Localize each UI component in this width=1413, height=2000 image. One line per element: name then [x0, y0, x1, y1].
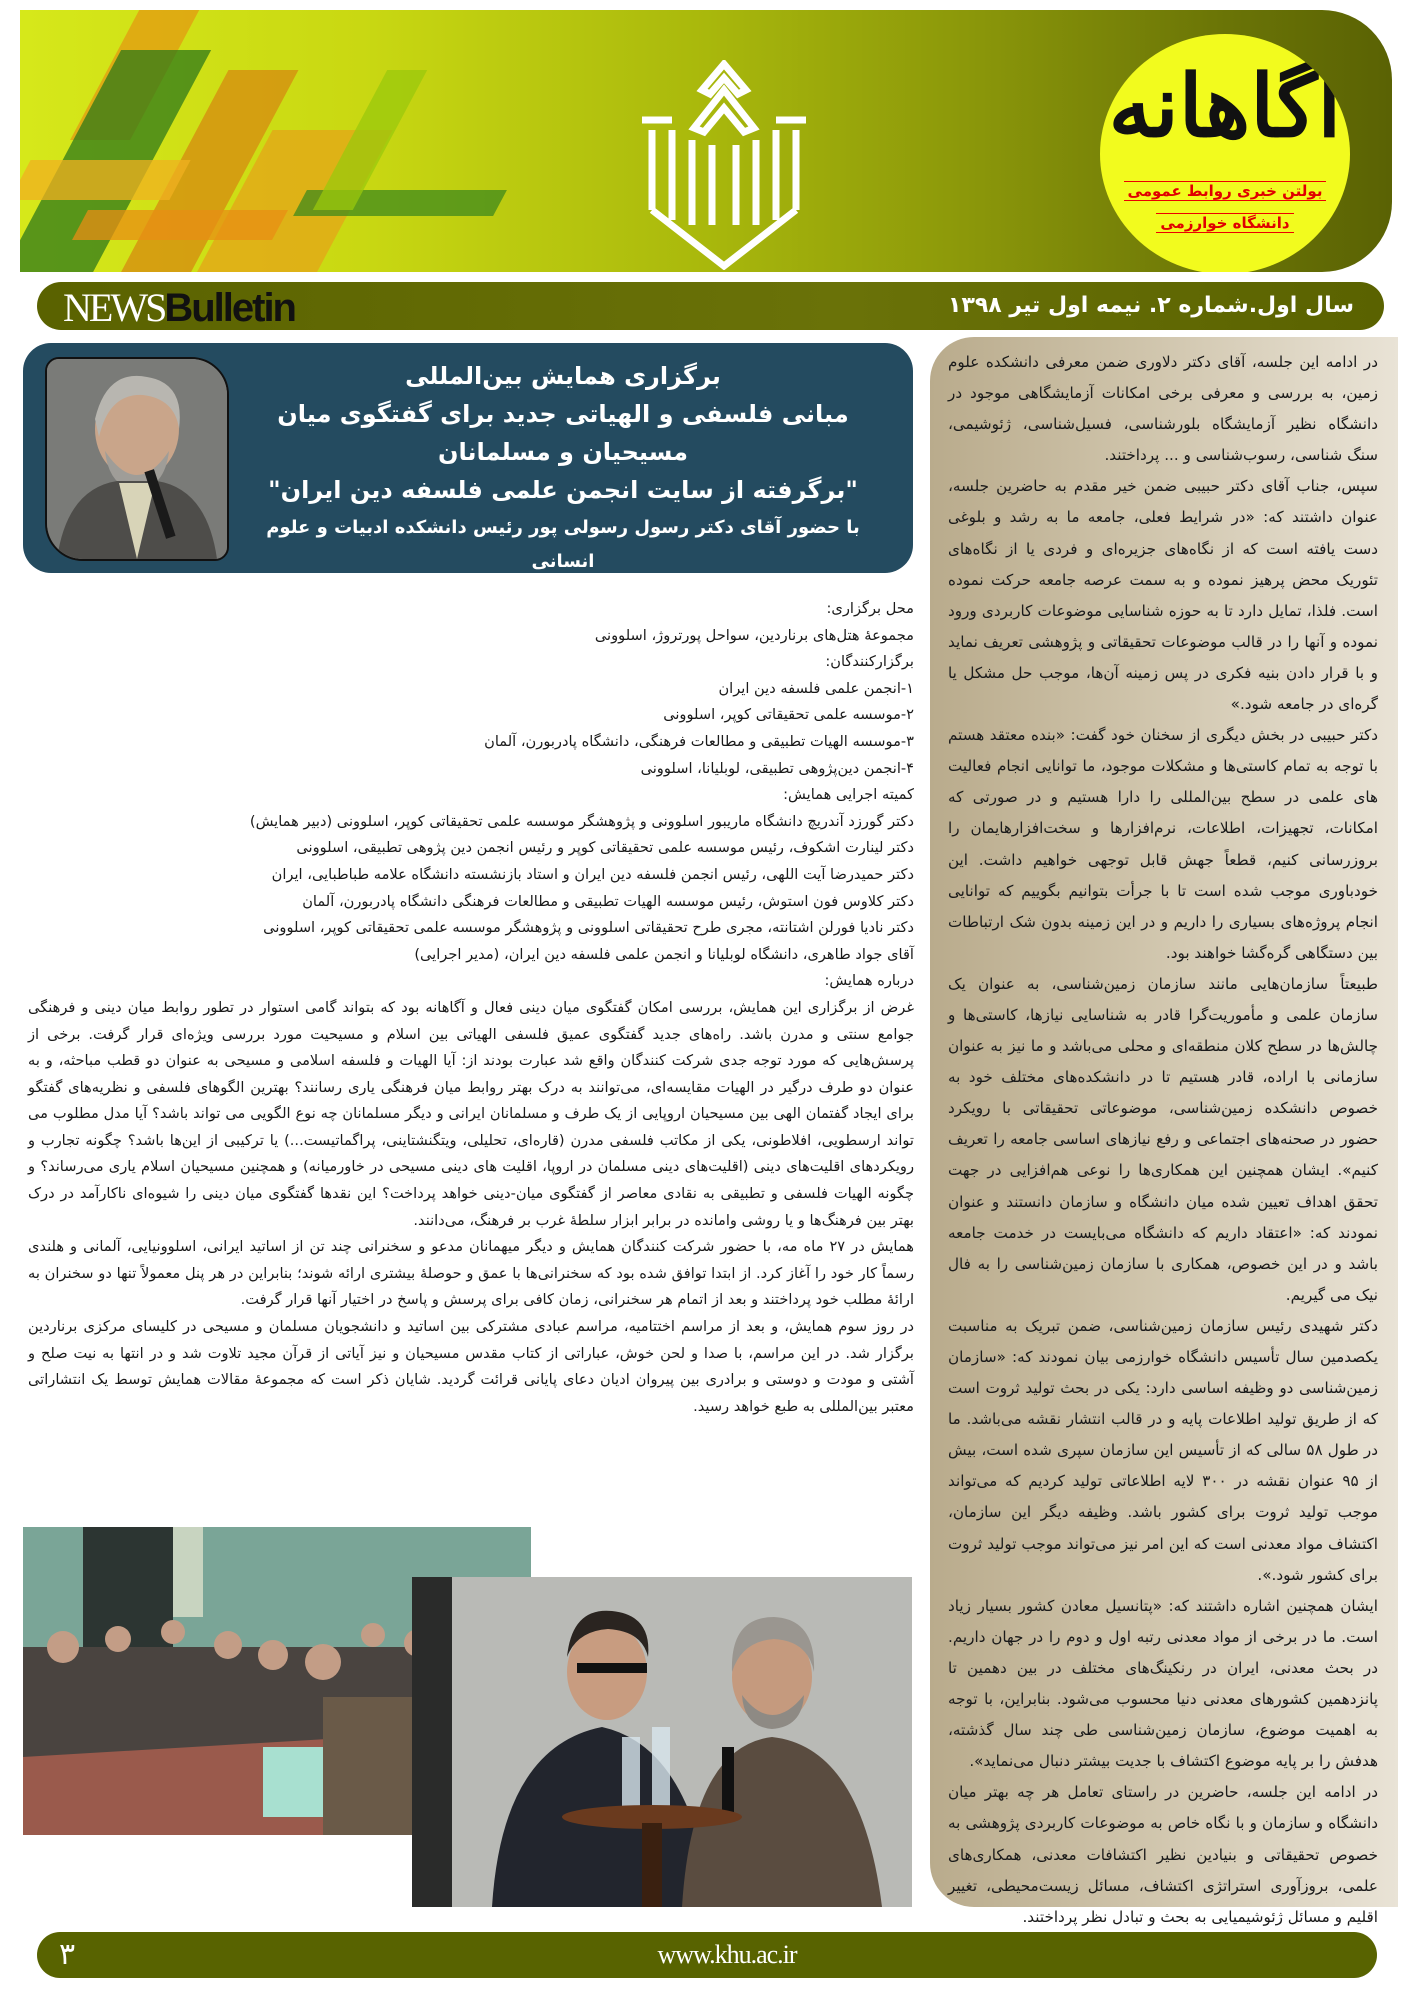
committee-member: دکتر نادیا فورلن اشتانته، مجری طرح تحقیقاتی اسلوونی و پژوهشگر موسسه علمی تحقیقاتی کوپر، اسلوونی: [263, 919, 914, 937]
committee-label: کمیته اجرایی همایش:: [783, 786, 914, 804]
about-label: درباره همایش:: [824, 972, 914, 990]
venue-label: محل برگزاری:: [826, 600, 914, 617]
title-line: "برگرفته از سایت انجمن علمی فلسفه دین ایران": [268, 476, 858, 504]
article-title-box: [23, 343, 913, 573]
organizer-item: ۱-انجمن علمی فلسفه دین ایران: [718, 679, 914, 697]
speaker-portrait: [45, 357, 229, 561]
news-bulletin-bar: [37, 282, 1384, 330]
committee-member: دکتر حمیدرضا آیت اللهی، رئیس انجمن فلسفه دین ایران و استاد بازنشسته دانشگاه علامه طباطبایی، ایران: [271, 865, 914, 883]
page-number: ۳: [59, 1937, 76, 1972]
article-title: [233, 357, 893, 579]
panel-speakers-photo: [412, 1577, 912, 1907]
committee-member: دکتر گورزد آندریچ دانشگاه ماریبور اسلوونی و پژوهشگر موسسه علمی تحقیقاتی کوپر، اسلوونی (دبیر همایش): [249, 812, 914, 830]
committee-member: آقای جواد طاهری، دانشگاه لوبلیانا و انجمن علمی فلسفه دین ایران، (مدیر اجرایی): [414, 945, 914, 963]
brand-logo: [1100, 34, 1350, 272]
panel-photo-icon: [412, 1577, 912, 1907]
brand-subtitle: بولتن خبری روابط عمومی: [1100, 182, 1350, 200]
organizer-item: ۳-موسسه الهیات تطبیقی و مطالعات فرهنگی، دانشگاه پادربورن، آلمان: [484, 732, 914, 750]
title-line: برگزاری همایش بین‌المللی: [405, 362, 721, 390]
side-paragraph: در ادامه این جلسه، آقای دکتر دلاوری ضمن معرفی دانشکده علوم زمین، به بررسی و معرفی برخی امکانات آزمایشگاهی موجود در دانشگاه نظیر آزمایشگاه بلورشناسی، فسیل‌شناسی، ژئوشیمی، سنگ شناسی، رسوب‌شناسی و ... پرداختند.: [948, 353, 1378, 465]
news-word: NEWS: [63, 285, 165, 330]
main-article-body: [28, 596, 914, 1420]
side-article-column: [930, 337, 1398, 1926]
organizer-item: ۴-انجمن دین‌پژوهی تطبیقی، لوبلیانا، اسلوونی: [640, 759, 914, 777]
issue-info: سال اول.شماره ۲. نیمه اول تیر ۱۳۹۸: [948, 293, 1354, 318]
title-subtitle: با حضور آقای دکتر رسول رسولی پور رئیس دانشکده ادبیات و علوم انسانی: [266, 517, 860, 572]
header-banner: [20, 10, 1392, 272]
committee-member: دکتر کلاوس فون استوش، رئیس موسسه الهیات تطبیقی و مطالعات فرهنگی دانشگاه پادربورن، آلمان: [302, 892, 914, 910]
side-paragraph: در ادامه این جلسه، حاضرین در راستای تعامل هر چه بهتر میان دانشگاه و سازمان و با نگاه خاص به موضوعات کاربردی پژوهشی به خصوص تحقیقاتی و بنیادین نظیر اکتشافات معدنی، همکاری‌های علمی، بروزآوری استراتژی اکتشاف، مسائل زیست‌محیطی، تغییر اقلیم و مسائل ژئوشیمیایی به بحث و تبادل نظر پرداختند.: [948, 1783, 1378, 1926]
body-paragraph: همایش در ۲۷ ماه مه، با حضور شرکت کنندگان همایش و دیگر میهمانان مدعو و سخنرانی چند تن از اساتید ایرانی، اسلوونیایی، آلمانی و هلندی رسماً کار خود را آغاز کرد. از ابتدا توافق شده بود که سخنرانی‌ها با عمق و حوصلهٔ بیشتری ارائه شوند؛ بنابراین در هر پنل معمولاً تنها دو سخنران به ارائهٔ مطلب خود پرداختند و بعد از اتمام هر سخنرانی، زمان کافی برای پرسش و پاسخ در اختیار آنها قرار گرفت.: [28, 1238, 915, 1309]
brand-title: آگاهانه: [1108, 56, 1342, 157]
side-paragraph: سپس، جناب آقای دکتر حبیبی ضمن خیر مقدم به حاضرین جلسه، عنوان داشتند که: «در شرایط فعلی، جامعه ما به رشد و بلوغی دست یافته است که از نگاه‌های جزیره‌ای و فردی یا از نگاه‌های تئوریک محض پرهیز نموده و به سمت عرصه جامعه حرکت نموده است. فلذا، تمایل دارد تا به حوزه شناسایی موضوعات کاربردی ورود نموده و آنها را در قالب موضوعات تحقیقاتی و پژوهشی تعریف نماید و با قرار دادن بنیه فکری در پس زمینه آن‌ها، موجب حل مشکل یا گره‌ای در جامعه شود.»: [948, 477, 1378, 714]
person-photo-icon: [47, 359, 227, 559]
university-emblem-icon: [632, 60, 817, 270]
brand-university: دانشگاه خوارزمی: [1100, 214, 1350, 232]
side-paragraph: طبیعتاً سازمان‌هایی مانند سازمان زمین‌شناسی، به عنوان یک سازمان علمی و مأموریت‌گرا قادر به شناسایی نیازها، کاستی‌ها و چالش‌ها در سطح کلان منطقه‌ای و محلی می‌باشد و ما نیز به عنوان سازمانی با اراده، قادر هستیم تا در دانشکده‌های مختلف خود به خصوص دانشکده زمین‌شناسی، موضوعاتی تحقیقاتی با رویکرد حضور در صحنه‌های اجتماعی و رفع نیازهای اساسی جامعه را تعریف کنیم». ایشان همچنین این همکاری‌ها را نوعی هم‌افزایی در جهت تحقق اهداف تعیین شده میان دانشگاه و سازمان دانستند و عنوان نمودند که: «اعتقاد داریم که دانشگاه می‌بایست در خدمت جامعه باشد و در این خصوص، همکاری با سازمان زمین‌شناسی را به فال نیک می گیریم.: [948, 974, 1378, 1304]
bulletin-word: Bulletin: [164, 286, 295, 330]
committee-member: دکتر لینارت اشکوف، رئیس موسسه علمی تحقیقاتی کوپر و رئیس انجمن دین پژوهی تطبیقی، اسلوونی: [296, 839, 914, 857]
venue-text: مجموعهٔ هتل‌های برناردین، سواحل پورتروژ، اسلوونی: [594, 626, 914, 644]
page-footer: [37, 1932, 1377, 1978]
website-link[interactable]: www.khu.ac.ir: [657, 1940, 797, 1969]
organizers-label: برگزارکنندگان:: [825, 653, 914, 671]
title-line: مسیحیان و مسلمانان: [438, 438, 688, 466]
decorative-stripe: [72, 210, 288, 240]
side-article-text: [948, 347, 1378, 1933]
side-paragraph: دکتر حبیبی در بخش دیگری از سخنان خود گفت: «بنده معتقد هستم با توجه به تمام کاستی‌ها و مشکلات موجود، ما توانایی انجام فعالیت های علمی در سطح بین‌المللی را دارا هستیم و در صورتی که امکانات، تجهیزات، اطلاعات، نرم‌افزارها و سخت‌افزارهایمان را بروزرسانی کنیم، قطعاً جهش قابل توجهی خواهیم داشت. این خودباوری موجب شده است تا با جرأت بتوانیم بگوییم که توانایی انجام پروژه‌های بسیاری را داریم و در این زمینه بدون شک ارتباطات بین دستگاهی گره‌گشا خواهند بود.: [948, 726, 1378, 962]
news-bulletin-logo: [63, 282, 295, 330]
side-paragraph: دکتر شهیدی رئیس سازمان زمین‌شناسی، ضمن تبریک به مناسبت یکصدمین سال تأسیس دانشگاه خوارزمی بیان نمودند که: «سازمان زمین‌شناسی دو وظیفه اساسی دارد: یکی در بحث تولید ثروت است که از طریق تولید اطلاعات پایه و در قالب انتشار نقشه می‌باشد. ما در طول ۵۸ سالی که از تأسیس این سازمان سپری شده است، بیش از ۹۵ عنوان نقشه در ۳۰۰ لایه اطلاعاتی تولید کردیم که می‌تواند موجب تولید ثروت برای کشور باشد. وظیفه دیگر این سازمان، اکتشاف مواد معدنی است که این امر نیز می‌تواند موجب تولید ثروت برای کشور شود.».: [948, 1316, 1378, 1584]
title-line: مبانی فلسفی و الهیاتی جدید برای گفتگوی میان: [277, 400, 849, 428]
organizer-item: ۲-موسسه علمی تحقیقاتی کوپر، اسلوونی: [663, 706, 914, 724]
body-paragraph: غرض از برگزاری این همایش، بررسی امکان گفتگوی میان دینی فعال و آگاهانه بود که بتواند گامی استوار در تطور روابط میان دینی و فرهنگی جوامع سنتی و مدرن باشد. راه‌های جدید گفتگوی عمیق فلسفی الهیاتی بین اسلام و مسیحیت مورد بررسی ویژه‌ای قرار گرفت. برخی از پرسش‌هایی که مورد توجه جدی شرکت کنندگان واقع شد عبارت بودند از: آیا الهیات و فلسفه اسلامی و مسیحی به عنوان دو قطب مباحثه، و به عنوان دو طرف درگیر در الهیات مقایسه‌ای، می‌توانند به درک بهتر روابط میان فرهنگی یاری رسانند؟ بهترین الگوهای فلسفی و نظریه‌های گفتگو برای ایجاد گفتمان الهی بین مسیحیان اروپایی از یک طرف و مسلمانان ایرانی و دیگر مسلمانان چه نوع الگویی می تواند باشد؟ آیا مدل مطلوب می تواند ارسطویی، افلاطونی، یکی از مکاتب فلسفی مدرن (قاره‌ای، تحلیلی، ویتگنشتاینی، پراگماتیست...) یا ترکیبی از این‌ها باشد؟ چگونه تجارب و رویکردهای اقلیت‌های دینی (اقلیت‌های دینی مسلمان در اروپا، اقلیت های دینی مسیحی در خاورمیانه) و همچنین مسیحیان اسلام یاری می‌رساند؟ و چگونه الهیات فلسفی و تطبیقی به نقادی معاصر از گفتگوی میان-دینی خواهد پرداخت؟ این نقدها گفتگوی میان دینی را شیوه‌ای ناکارآمد در درک بهتر بین فرهنگ‌ها و یا روشی وامانده در برابر ابزار سلطهٔ غرب بر فرهنگ، می‌دانند.: [28, 998, 914, 1229]
decorative-stripe: [20, 160, 191, 200]
body-paragraph: در روز سوم همایش، و بعد از مراسم اختتامیه، مراسم عبادی مشترکی بین اساتید و دانشجویان مسلمان و مسیحی در کلیسای مرکزی برناردین برگزار شد. در این مراسم، با صدا و لحن خوش، عباراتی از کتاب مقدس مسیحیان و نیز آیاتی از قرآن مجید تلاوت شد و در انتها به نیت صلح و آشتی و مودت و دوستی و برادری بین پیروان ادیان دعای پایانی قرائت گردید. شایان ذکر است که مجموعهٔ مقالات همایش توسط یک انتشاراتی معتبر بین‌المللی به طبع خواهد رسید.: [28, 1318, 914, 1415]
side-paragraph: ایشان همچنین اشاره داشتند که: «پتانسیل معادن کشور بسیار زیاد است. ما در برخی از مواد معدنی رتبه اول و دوم را در جهان داریم. در بحث معدنی، ایران در رنکینگ‌های مختلف در بین دهمین تا پانزدهمین کشورهای معدنی دنیا محسوب می‌شود. بنابراین، با توجه به اهمیت موضوع، سازمان زمین‌شناسی طی چند سال گذشته، هدفش را بر پایه موضوع اکتشاف با جدیت بیشتر دنبال می‌نماید».: [948, 1596, 1378, 1771]
